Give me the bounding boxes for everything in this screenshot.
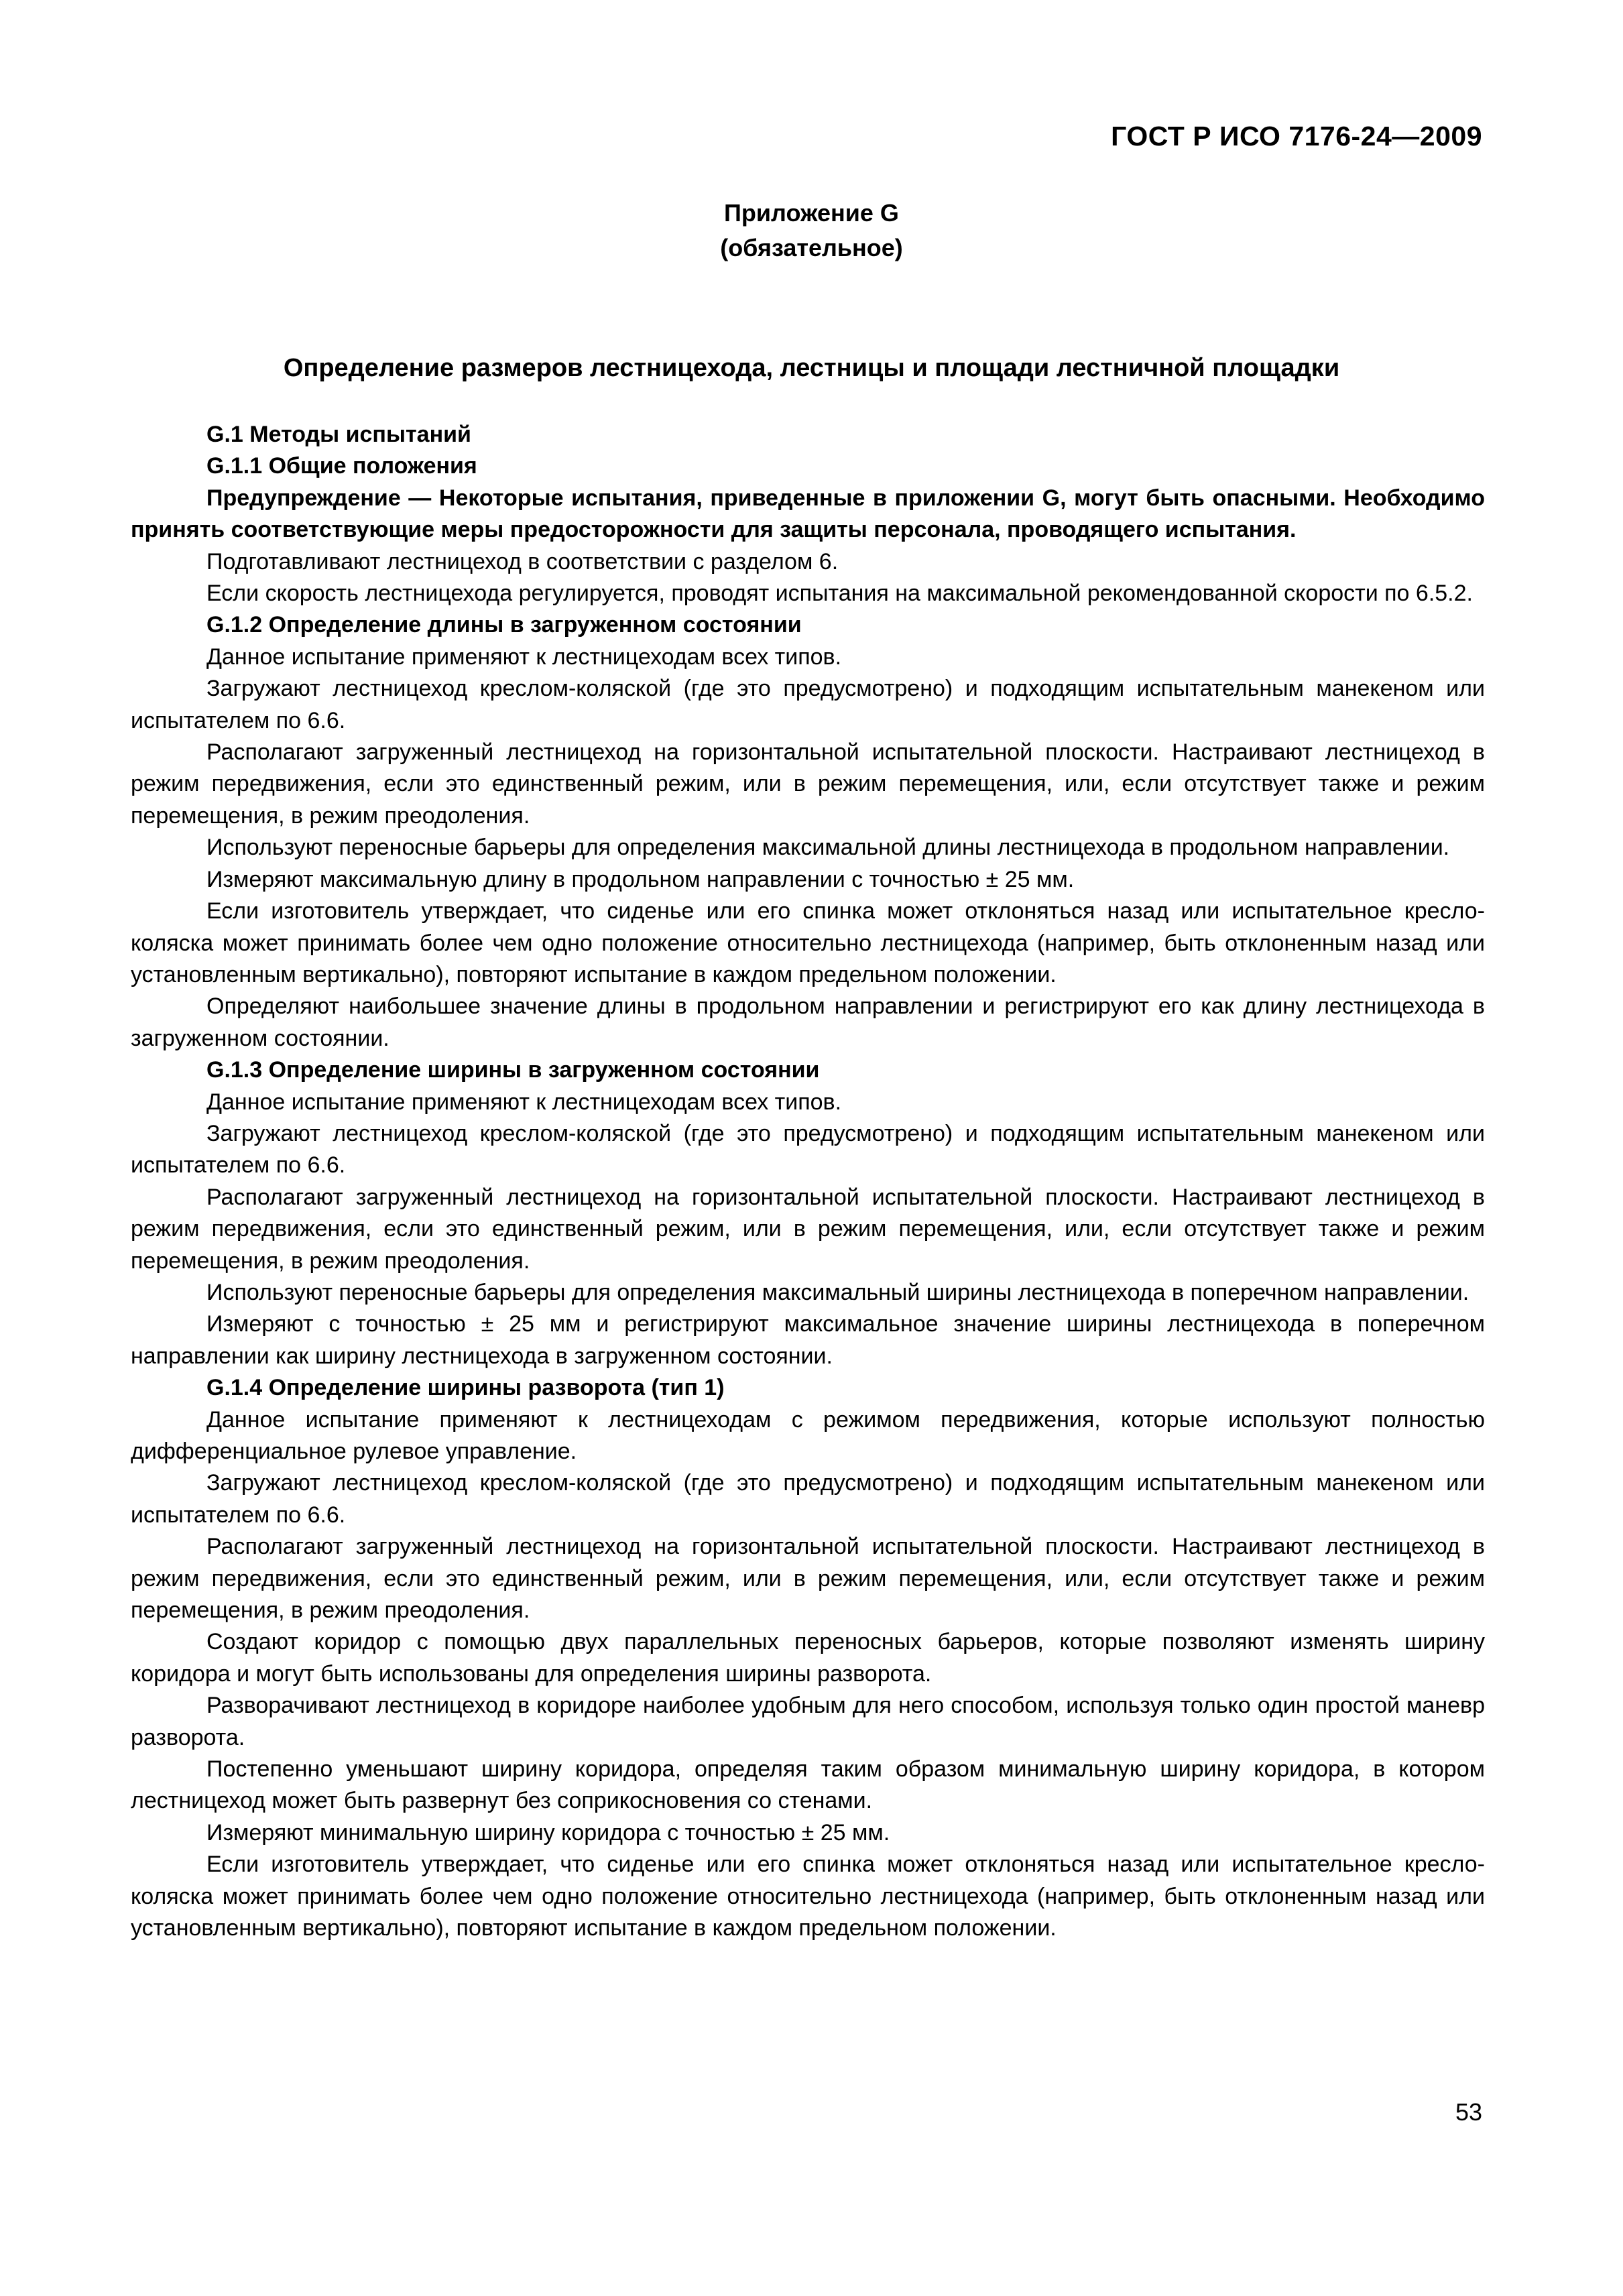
paragraph: Загружают лестницеход креслом-коляской (где это предусмотрено) и подходящим испытательным манекеном или испытателем по 6.6. bbox=[131, 1120, 1485, 1179]
paragraph: Постепенно уменьшают ширину коридора, определяя таким образом минимальную ширину коридора, в котором лестницеход может быть развернут без соприкосновения со стенами. bbox=[131, 1756, 1485, 1814]
paragraph: Данное испытание применяют к лестницеходам всех типов. bbox=[206, 1089, 842, 1115]
section-heading: G.1.3 Определение ширины в загруженном состоянии bbox=[206, 1057, 820, 1083]
annex-heading bbox=[0, 196, 1623, 265]
paragraph: Измеряют максимальную длину в продольном направлении с точностью ± 25 мм. bbox=[206, 866, 1075, 892]
document-code: ГОСТ Р ИСО 7176-24—2009 bbox=[1111, 121, 1482, 152]
warning-paragraph: Предупреждение — Некоторые испытания, приведенные в приложении G, могут быть опасными. Необходимо принять соответствующие меры предосторожности для защиты персонала, проводящего испытания. bbox=[131, 485, 1485, 543]
paragraph: Если изготовитель утверждает, что сиденье или его спинка может отклоняться назад или испытательное кресло-коляска может принимать более чем одно положение относительно лестницехода (например, быть отклоненным назад или установленным вертикально), повторяют испытание в каждом предельном положении. bbox=[131, 1852, 1485, 1941]
annex-label: Приложение G bbox=[724, 199, 899, 227]
annex-title: Определение размеров лестницехода, лестницы и площади лестничной площадки bbox=[283, 354, 1340, 382]
paragraph: Располагают загруженный лестницеход на горизонтальной испытательной плоскости. Настраивают лестницеход в режим передвижения, если это единственный режим, или в режим перемещения, или, если отсутствует также и режим перемещения, в режим преодоления. bbox=[131, 739, 1485, 829]
paragraph: Создают коридор с помощью двух параллельных переносных барьеров, которые позволяют изменять ширину коридора и могут быть использованы для определения ширины разворота. bbox=[131, 1629, 1485, 1687]
section-heading: G.1.2 Определение длины в загруженном состоянии bbox=[206, 612, 802, 638]
paragraph: Данное испытание применяют к лестницеходам с режимом передвижения, которые используют полностью дифференциальное рулевое управление. bbox=[131, 1406, 1485, 1464]
paragraph: Определяют наибольшее значение длины в продольном направлении и регистрируют его как длину лестницехода в загруженном состоянии. bbox=[131, 993, 1485, 1051]
paragraph: Загружают лестницеход креслом-коляской (где это предусмотрено) и подходящим испытательным манекеном или испытателем по 6.6. bbox=[131, 1470, 1485, 1528]
paragraph: Подготавливают лестницеход в соответствии с разделом 6. bbox=[206, 548, 839, 575]
paragraph: Если изготовитель утверждает, что сиденье или его спинка может отклоняться назад или испытательное кресло-коляска может принимать более чем одно положение относительно лестницехода (например, быть отклоненным назад или установленным вертикально), повторяют испытание в каждом предельном положении. bbox=[131, 898, 1485, 987]
section-heading: G.1.4 Определение ширины разворота (тип 1) bbox=[206, 1375, 725, 1401]
paragraph: Если скорость лестницехода регулируется, проводят испытания на максимальной рекомендованной скорости по 6.5.2. bbox=[206, 581, 1473, 607]
paragraph: Измеряют с точностью ± 25 мм и регистрируют максимальное значение ширины лестницехода в поперечном направлении как ширину лестницехода в загруженном состоянии. bbox=[131, 1311, 1485, 1369]
paragraph: Измеряют минимальную ширину коридора с точностью ± 25 мм. bbox=[206, 1819, 890, 1846]
section-heading: G.1.1 Общие положения bbox=[206, 453, 477, 479]
page-number: 53 bbox=[1455, 2098, 1482, 2126]
section-heading: G.1 Методы испытаний bbox=[206, 422, 471, 447]
paragraph: Располагают загруженный лестницеход на горизонтальной испытательной плоскости. Настраивают лестницеход в режим передвижения, если это единственный режим, или в режим перемещения, или, если отсутствует также и режим перемещения, в режим преодоления. bbox=[131, 1534, 1485, 1624]
paragraph: Используют переносные барьеры для определения максимальный ширины лестницехода в поперечном направлении. bbox=[206, 1279, 1469, 1305]
annex-status: (обязательное) bbox=[720, 234, 903, 261]
paragraph: Разворачивают лестницеход в коридоре наиболее удобным для него способом, используя только один простой маневр разворота. bbox=[131, 1693, 1485, 1750]
paragraph: Располагают загруженный лестницеход на горизонтальной испытательной плоскости. Настраивают лестницеход в режим передвижения, если это единственный режим, или в режим перемещения, или, если отсутствует также и режим перемещения, в режим преодоления. bbox=[131, 1184, 1485, 1274]
paragraph: Данное испытание применяют к лестницеходам всех типов. bbox=[206, 644, 842, 670]
document-body bbox=[131, 419, 1485, 1945]
paragraph: Загружают лестницеход креслом-коляской (где это предусмотрено) и подходящим испытательным манекеном или испытателем по 6.6. bbox=[131, 676, 1485, 733]
paragraph: Используют переносные барьеры для определения максимальной длины лестницехода в продольном направлении. bbox=[206, 835, 1450, 861]
